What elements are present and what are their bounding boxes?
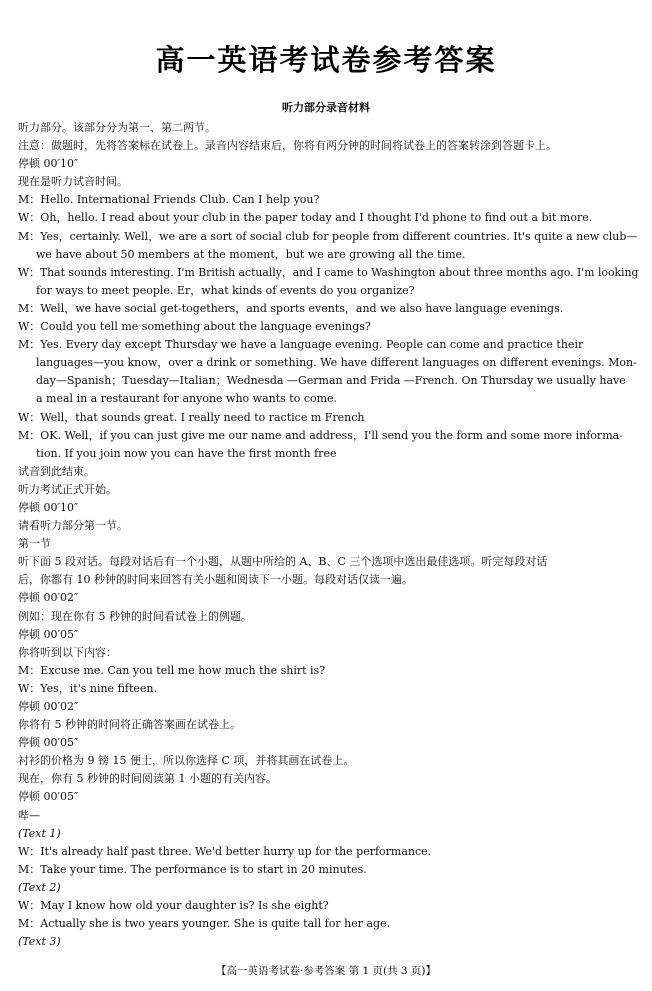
text-line: 停顿 00′05″ [18, 736, 79, 750]
text-line: 停顿 00′02″ [18, 700, 79, 713]
text-line: 停顿 00′10″ [18, 500, 79, 514]
text-line: 停顿 00′02″ [18, 591, 79, 605]
text-line: 听下面 5 段对话。每段对话后有一个小题，从题中所给的 A、B、C 三个选项中选出最佳选项。听完每段对话 [18, 555, 548, 569]
dialogue-line: M：Actually she is two years younger. She is quite tall for her age. [18, 917, 391, 931]
dialogue-line: M：Well，we have social get-togethers，and sports events，and we also have language evenings. [18, 301, 564, 315]
text-line: 停顿 00′10″ [18, 157, 79, 171]
text-line: 停顿 00′05″ [18, 790, 79, 804]
dialogue-line: M：Hello. International Friends Club. Can I help you? [18, 193, 320, 207]
text-line: 衬衫的价格为 9 镑 15 便士，所以你选择 C 项，并将其画在试卷上。 [18, 754, 355, 768]
text-line: 现在，你有 5 秒钟的时间阅读第 1 小题的有关内容。 [18, 772, 277, 786]
dialogue-line: W：Yes，it's nine fifteen. [18, 681, 157, 695]
text-line: 听力部分。该部分分为第一、第二两节。 [18, 121, 216, 134]
text-line: 现在是听力试音时间。 [18, 175, 128, 189]
dialogue-line: day—Spanish；Tuesday—Italian；Wednesda —German and Frida —French. On Thursday we usually have [36, 374, 626, 388]
text-line: 注意：做题时，先将答案标在试卷上。录音内容结束后，你将有两分钟的时间将试卷上的答案转涂到答题卡上。 [18, 139, 557, 153]
text-line: 你将听到以下内容： [18, 645, 117, 659]
text-line: 例如：现在你有 5 秒钟的时间看试卷上的例题。 [18, 609, 252, 623]
dialogue-line: W：Well，that sounds great. I really need to ractice m French [18, 410, 365, 424]
text-line: 停顿 00′05″ [18, 627, 79, 641]
dialogue-line: W：May I know how old your daughter is? Is she eight? [18, 899, 329, 913]
text-line: 试音到此结束。 [18, 464, 95, 478]
text-label: (Text 3) [18, 935, 61, 949]
dialogue-line: W：Oh，hello. I read about your club in the paper today and I thought I'd phone to find out a bit more. [18, 211, 593, 225]
section-subtitle: 听力部分录音材料 [282, 101, 370, 114]
page-footer: 【高一英语考试卷·参考答案 第 1 页(共 3 页)】 [215, 965, 437, 977]
text-label: (Text 2) [18, 880, 61, 894]
text-line: 请看听力部分第一节。 [18, 519, 128, 533]
dialogue-line: M：Excuse me. Can you tell me how much the shirt is? [18, 663, 326, 677]
dialogue-line: a meal in a restaurant for anyone who wants to come. [36, 392, 338, 406]
text-line: 哔— [18, 808, 40, 822]
dialogue-line: M：OK. Well，if you can just give me our name and address，I'll send you the form and some more informa- [18, 428, 623, 442]
dialogue-line: for ways to meet people. Er，what kinds of events do you organize? [36, 283, 415, 297]
dialogue-line: W：That sounds interesting. I'm British actually，and I came to Washington about three months ago. I'm looking [18, 265, 639, 279]
dialogue-line: W：It's already half past three. We'd better hurry up for the performance. [18, 844, 432, 858]
dialogue-line: tion. If you join now you can have the first month free [36, 446, 337, 460]
dialogue-line: we have about 50 members at the moment，but we are growing all the time. [36, 247, 466, 261]
text-label: (Text 1) [18, 826, 61, 840]
transcript-body [18, 119, 638, 951]
dialogue-line: M：Take your time. The performance is to start in 20 minutes. [18, 862, 367, 876]
dialogue-line: M：Yes，certainly. Well，we are a sort of social club for people from different countries. It's quite a new club— [18, 229, 638, 243]
dialogue-line: M：Yes. Every day except Thursday we have a language evening. People can come and practice their [18, 338, 584, 352]
section-heading: 第一节 [18, 537, 51, 551]
page-title: 高一英语考试卷参考答案 [155, 43, 497, 77]
dialogue-line: W：Could you tell me something about the language evenings? [18, 320, 371, 334]
text-line: 你将有 5 秒钟的时间将正确答案画在试卷上。 [18, 718, 241, 732]
dialogue-line: languages—you know，over a drink or something. We have different languages on different evenings. Mon- [36, 356, 637, 370]
text-line: 后，你都有 10 秒钟的时间来回答有关小题和阅读下一小题。每段对话仅读一遍。 [18, 573, 413, 587]
text-line: 听力考试正式开始。 [18, 482, 117, 496]
